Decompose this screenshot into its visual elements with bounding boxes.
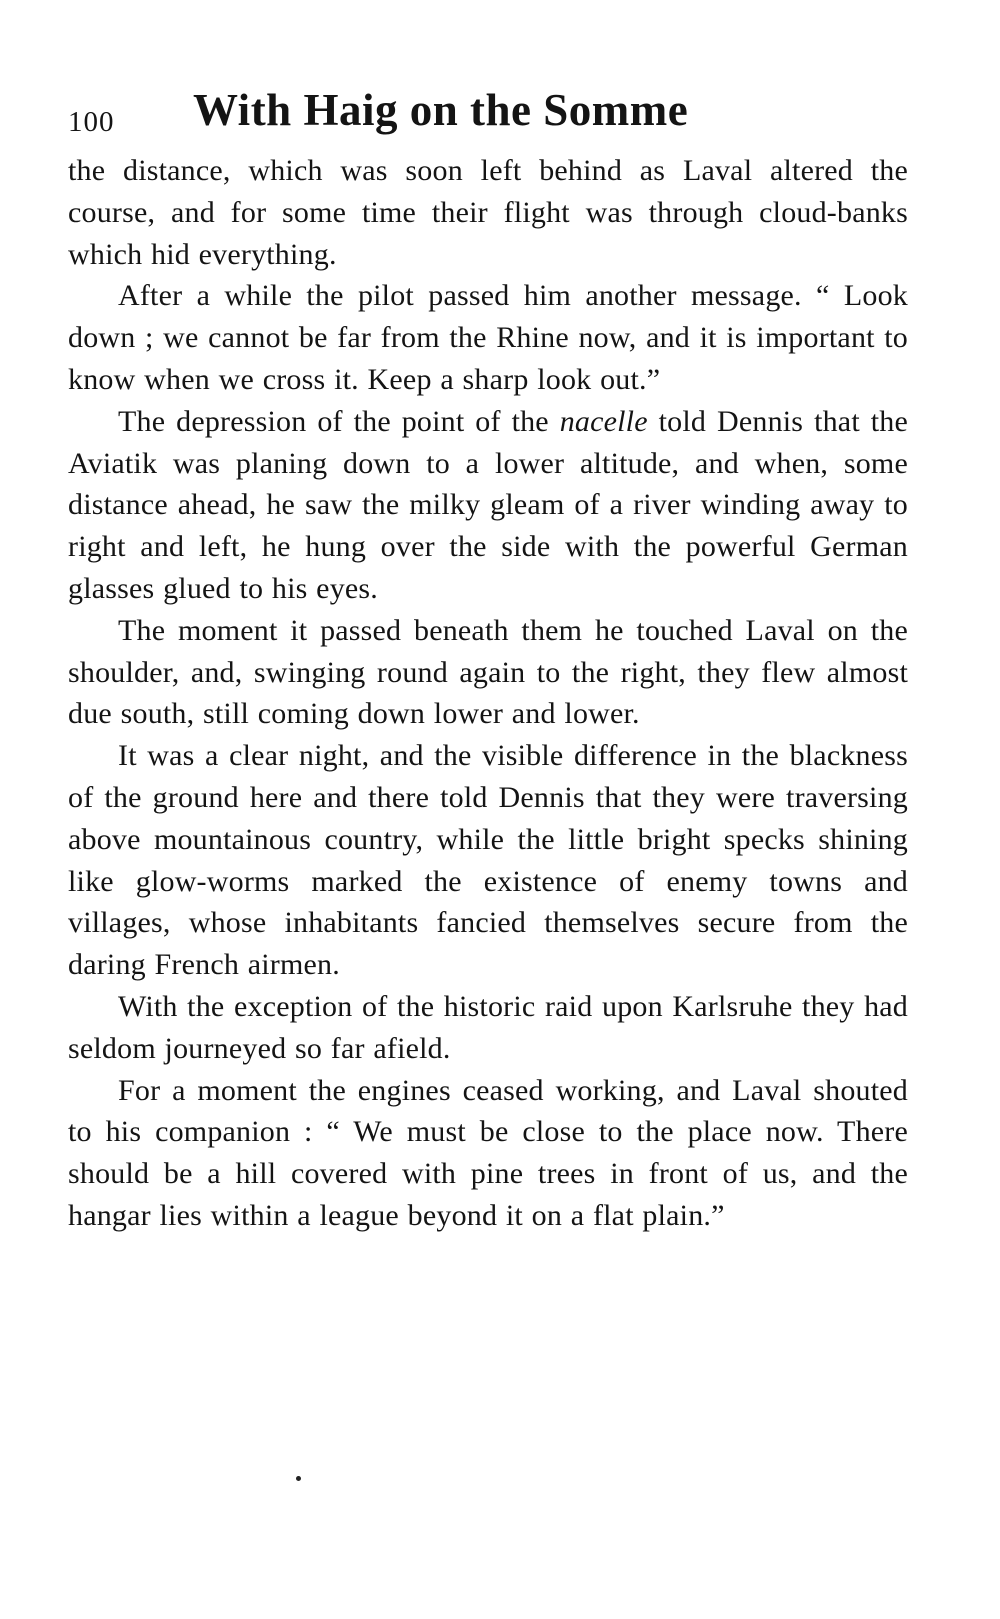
paragraph: It was a clear night, and the visible difference in the blackness of the ground here and there told Dennis that they were traversing above mountainous country, while the little bright specks shining like glow-worms marked the existence of enemy towns and villages, whose inhabitants fancied themselves secure from the daring French airmen. — [68, 739, 908, 982]
paragraph-text-after: told Dennis that the Aviatik was planing down to a lower altitude, and when, some distance ahead, he saw the milky gleam of a river winding away to right and left, he hung over the side with the powerful German glasses glued to his eyes. — [68, 404, 908, 605]
page-number: 100 — [68, 106, 115, 138]
running-title: With Haig on the Somme — [193, 85, 689, 135]
body-text — [68, 150, 908, 1237]
paragraph-continued: the distance, which was soon left behind as Laval altered the course, and for some time their flight was through cloud-banks which hid everything. — [68, 154, 908, 271]
running-header — [68, 84, 928, 144]
italic-term: nacelle — [559, 404, 648, 438]
paragraph: After a while the pilot passed him another message. “ Look down ; we cannot be far from the Rhine now, and it is important to know when we cross it. Keep a sharp look out.” — [68, 279, 908, 396]
paragraph-text-before: The depression of the point of the — [118, 404, 560, 438]
paragraph: For a moment the engines ceased working, and Laval shouted to his companion : “ We must be close to the place now. There should be a hill covered with pine trees in front of us, and the hangar lies within a league beyond it on a flat plain.” — [68, 1073, 908, 1232]
paragraph: The moment it passed beneath them he touched Laval on the shoulder, and, swinging round again to the right, they flew almost due south, still coming down lower and lower. — [68, 613, 908, 731]
paragraph-with-emphasis — [68, 401, 908, 610]
print-speck — [296, 1476, 301, 1481]
paragraph: With the exception of the historic raid upon Karlsruhe they had seldom journeyed so far afield. — [68, 989, 908, 1065]
